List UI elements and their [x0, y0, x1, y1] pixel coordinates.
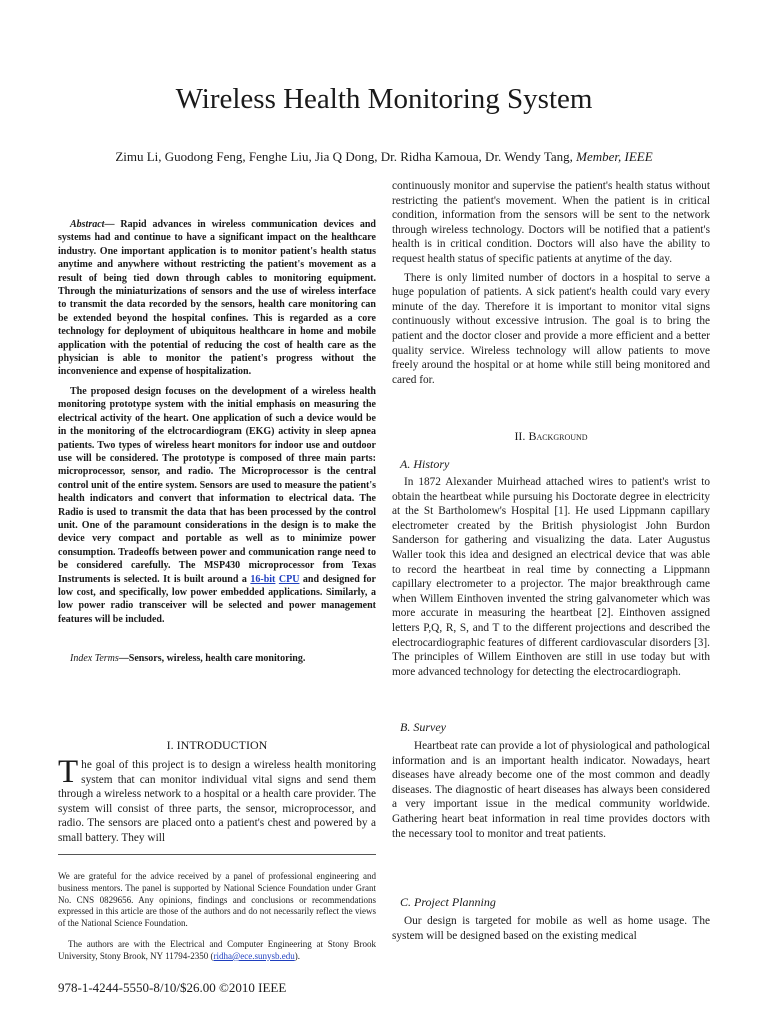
background-number: II.	[514, 429, 529, 443]
introduction-text: he goal of this project is to design a wireless health monitoring system that can monitor individual vital signs and send them through a wireless network to a hospital or a health care provider. The system will consist of three parts, the sensor, microprocessor, and radio. The sensors are placed onto a patient's chest and powered by a small battery. They will	[58, 759, 376, 844]
footnote-acknowledgement: We are grateful for the advice received by a panel of professional engineering and business mentors. The panel is supported by National Science Foundation under Grant No. CNS 0829656. Any opinions, findings and conclusions or recommendations expressed in this article are those of the authors and do not necessarily reflect the views of the National Science Foundation.	[58, 871, 376, 929]
subsection-heading-survey: B. Survey	[400, 720, 446, 734]
abstract	[58, 218, 376, 666]
copyright-footer: 978-1-4244-5550-8/10/$26.00 ©2010 IEEE	[58, 980, 287, 995]
introduction-body	[58, 754, 376, 846]
right-paragraph-2: There is only limited number of doctors in a hospital to serve a huge population of patients. A sick patient's health could vary every minute of the day. Therefore it is important to monitor vital signs continuously without excessive intrusion. The goal is to bring the patient and the doctor closer and provide a more efficient and a better quality service. Wireless technology will allow patients to move freely around the hospital or at home while still being monitored and cared for.	[392, 271, 710, 386]
index-terms-label: Index Terms	[70, 653, 119, 665]
project-planning-text: Our design is targeted for mobile as well as home usage. The system will be designed based on the existing medical	[392, 915, 710, 942]
index-terms-text: —Sensors, wireless, health care monitoring.	[118, 653, 306, 665]
subsection-heading-history: A. History	[400, 457, 450, 471]
dropcap-letter: T	[58, 754, 79, 790]
author-list	[0, 148, 768, 166]
author-email-link[interactable]: ridha@ece.sunysb.edu	[213, 950, 295, 961]
abstract-paragraph-2	[58, 385, 376, 626]
abstract-text-2a: The proposed design focuses on the development of a wireless health monitoring prototype system with the initial emphasis on measuring the electrical activity of the heart. One application of such a device would be in the monitoring of the elctrocardiogram (EKG) activity in sleep apnea patients. Two types of wireless heart monitors for indoor use and outdoor use will be considered. The prototype is composed of three main parts: microprocessor, sensor, and radio. The Microprocessor is the central control unit of the entire system. Sensors are used to measure the patient's health indicators and convert that information to electrical data. The Radio is used to transmit the data that has been processed by the control unit. One of the paramount considerations in the design is to make the device very compact and portable as well as to minimize power consumption. Tradeoffs between power and communication range need to be considered carefully. The MSP430 microprocessor from Texas Instruments is selected. It is built around a	[58, 385, 376, 585]
link-16-bit[interactable]: 16-bit	[250, 573, 276, 585]
section-heading-background	[392, 429, 710, 444]
author-membership: Member, IEEE	[576, 149, 653, 164]
footnote-affiliation-text: The authors are with the Electrical and Computer Engineering at Stony Brook University, Stony Brook, NY 11794-2350 (	[58, 938, 376, 961]
abstract-text-1: Rapid advances in wireless communication devices and systems had and continue to have a significant impact on the healthcare industry. One important application is to monitor patient's health status anytime and anywhere without restricting the patient's movement as a result of being tied down through cables to monitoring equipment. Through the miniaturizations of sensors and the use of wireless interface to transmit the data recorded by the sensors, health care monitoring can be extended beyond the hospital confines. This is regarded as a core technology for deployment of ubiquitous healthcare in home and mobile application with the potential of reducing the cost of health care as the physician is able to monitor the patient's progress without the inconvenience and expense of hospitalization.	[58, 219, 376, 378]
footnote-divider	[58, 854, 376, 855]
link-cpu[interactable]: CPU	[278, 573, 300, 585]
right-paragraph-1: continuously monitor and supervise the patient's health status without restricting the patient's movement. When the patient is in critical condition, information from the sensors will be sent to the network through wireless technology. Doctors will be notified that a patient's health is in critical condition. Doctors will also have the ability to request health status of specific patients at anytime of the day.	[392, 180, 710, 265]
right-column	[392, 179, 710, 387]
left-column	[58, 218, 376, 666]
footnote-affiliation	[58, 939, 376, 963]
author-names: Zimu Li, Guodong Feng, Fenghe Liu, Jia Q Dong, Dr. Ridha Kamoua, Dr. Wendy Tang,	[115, 149, 573, 164]
paper-title: Wireless Health Monitoring System	[175, 83, 593, 115]
background-word: Background	[528, 429, 588, 443]
section-heading-introduction: I. INTRODUCTION	[166, 738, 268, 752]
abstract-dash: —	[104, 219, 121, 230]
survey-text: Heartbeat rate can provide a lot of physiological and pathological information and is an important health indicator. Nowadays, heart diseases have already become one of the most common and deadly diseases. The diagnostic of heart diseases has always been considered a very important issue in the medical community worldwide. Gathering heart beat information in real time provides doctors with the necessary tool to monitor and treat patients.	[392, 740, 710, 840]
abstract-label: Abstract	[70, 219, 105, 230]
footnote	[58, 862, 376, 972]
project-planning-body	[392, 914, 710, 943]
survey-body	[392, 739, 710, 841]
index-terms	[58, 652, 376, 665]
history-text: In 1872 Alexander Muirhead attached wires to patient's wrist to obtain the heartbeat while pursuing his Doctorate degree in electricity at the St Bartholomew's Hospital [1]. He used Lippmann capillary electrometer created by the British physiologist John Burdon Sanderson for gathering and visualizing the data. Later Augustus Waller took this idea and designed an electrical device that was able to record the heartbeat in real time by connecting a Lippmann capillary electrometer to a projector. The major breakthrough came when Willem Einthoven invented the string galvanometer which was more accurate in measuring the heartbeat [2]. Einthoven assigned letters P,Q, R, S, and T to the different projections and described the electrocardiographic features of different cardiovascular disorders [3]. The principles of Willem Einthoven are still in use today but with more advanced technology for detecting the electrocardiograph.	[392, 476, 710, 678]
abstract-text-2b: and designed for low cost, and specifically, low power embedded applications. Similarly, a low power radio transceiver will be selected and power management features will be included.	[58, 573, 376, 625]
subsection-heading-project-planning: C. Project Planning	[400, 895, 496, 909]
abstract-paragraph-1	[58, 218, 376, 379]
history-body	[392, 475, 710, 679]
footnote-affiliation-end: ).	[294, 950, 301, 961]
